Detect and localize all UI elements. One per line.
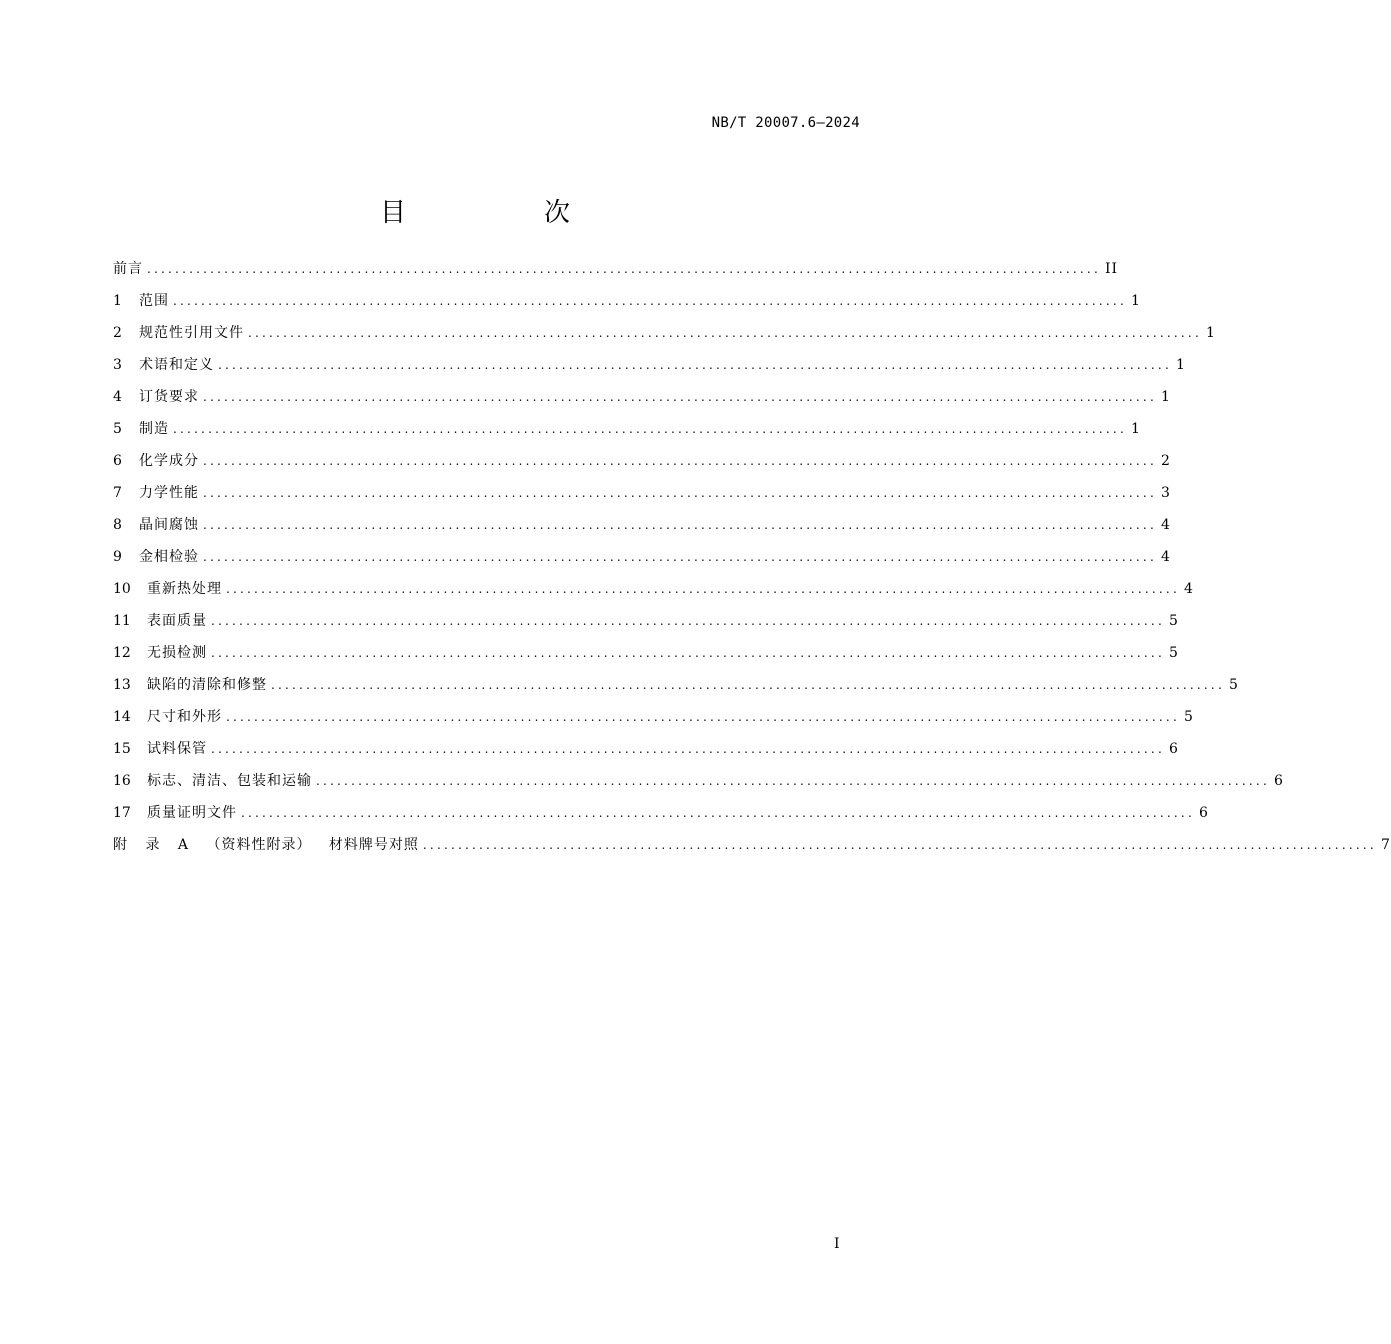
toc-entry-page: 5: [1184, 709, 1194, 725]
toc-entry-number: 3: [113, 357, 122, 373]
toc-entry-label: 无损检测: [147, 645, 207, 661]
toc-entry-number: 17: [113, 805, 131, 821]
toc-dot-leader: ........................................................................................................................................: [203, 518, 1157, 532]
toc-entry[interactable]: [113, 354, 1186, 386]
toc-dot-leader: ........................................................................................................................................: [173, 294, 1127, 308]
toc-entry-page: 1: [1161, 389, 1171, 405]
toc-entry-page: 5: [1169, 613, 1179, 629]
toc-dot-leader: ........................................................................................................................................: [226, 710, 1180, 724]
toc-dot-leader: ........................................................................................................................................: [203, 454, 1157, 468]
toc-entry[interactable]: [113, 642, 1179, 674]
toc-dot-leader: ........................................................................................................................................: [226, 582, 1180, 596]
toc-entry[interactable]: [113, 706, 1194, 738]
standard-code: NB/T 20007.6—2024: [711, 115, 860, 131]
toc-entry[interactable]: [113, 418, 1141, 450]
toc-entry-label: 缺陷的清除和修整: [147, 677, 267, 693]
toc-entry[interactable]: [113, 386, 1171, 418]
toc-entry-page: 1: [1206, 325, 1216, 341]
toc-entry-label: 化学成分: [139, 453, 199, 469]
toc-entry-label: 试料保管: [147, 741, 207, 757]
toc-entry-page: 6: [1199, 805, 1209, 821]
toc-entry[interactable]: [113, 450, 1171, 482]
toc-entry[interactable]: [113, 322, 1216, 354]
toc-entry-number: 8: [113, 517, 122, 533]
toc-entry-label: 前言: [113, 261, 143, 277]
toc-entry-label: 附 录 A （资料性附录） 材料牌号对照: [113, 837, 419, 853]
toc-entry-number: 14: [113, 709, 131, 725]
toc-entry-label: 力学性能: [139, 485, 199, 501]
toc-dot-leader: ........................................................................................................................................: [422, 838, 1377, 852]
page-number: I: [834, 1236, 840, 1252]
toc-title: 目 次: [379, 198, 626, 228]
toc-entry-number: 1: [113, 293, 122, 309]
toc-entry-label: 规范性引用文件: [139, 325, 244, 341]
toc-entry-number: 9: [113, 549, 122, 565]
toc-dot-leader: ........................................................................................................................................: [241, 806, 1195, 820]
toc-entry-label: 表面质量: [147, 613, 207, 629]
toc-entry[interactable]: [113, 482, 1171, 514]
toc-entry-label: 范围: [139, 293, 169, 309]
toc-dot-leader: ........................................................................................................................................: [211, 646, 1165, 660]
toc-entry[interactable]: [113, 514, 1171, 546]
toc-entry-page: 4: [1161, 549, 1171, 565]
toc-entry-label: 尺寸和外形: [147, 709, 222, 725]
toc-entry-number: 5: [113, 421, 122, 437]
toc-entry-label: 质量证明文件: [147, 805, 237, 821]
toc-entry-page: 7: [1380, 837, 1391, 853]
toc-entry-page: 3: [1161, 485, 1171, 501]
toc-entry[interactable]: [113, 770, 1284, 802]
toc-dot-leader: ........................................................................................................................................: [203, 390, 1157, 404]
toc-entry-page: 6: [1274, 773, 1284, 789]
toc-entry[interactable]: [113, 546, 1171, 578]
toc-entry-label: 金相检验: [139, 549, 199, 565]
toc-entry-label: 订货要求: [139, 389, 199, 405]
toc-entry-number: 7: [113, 485, 122, 501]
toc-entry[interactable]: [113, 610, 1179, 642]
toc-entry-number: 2: [113, 325, 122, 341]
toc-entry-page: 1: [1131, 421, 1141, 437]
toc-entry-label: 制造: [139, 421, 169, 437]
toc-entry[interactable]: [113, 290, 1141, 322]
toc-dot-leader: ........................................................................................................................................: [211, 742, 1165, 756]
toc-entry[interactable]: [113, 674, 1239, 706]
toc-entry-page: 5: [1229, 677, 1239, 693]
toc-entry-page: 6: [1169, 741, 1179, 757]
toc-entry-number: 13: [113, 677, 131, 693]
toc-dot-leader: ........................................................................................................................................: [147, 262, 1101, 276]
toc-entry-label: 晶间腐蚀: [139, 517, 199, 533]
toc-entry-page: 1: [1131, 293, 1141, 309]
toc-entry-number: 10: [113, 581, 131, 597]
toc-entry-page: 1: [1176, 357, 1186, 373]
toc-entry-page: 4: [1161, 517, 1171, 533]
toc-entry-page: II: [1104, 261, 1119, 277]
toc-dot-leader: ........................................................................................................................................: [218, 358, 1172, 372]
toc-entry-page: 5: [1169, 645, 1179, 661]
table-of-contents: [113, 258, 1391, 866]
toc-entry-number: 16: [113, 773, 131, 789]
toc-entry-label: 标志、清洁、包装和运输: [147, 773, 312, 789]
toc-entry[interactable]: [113, 578, 1194, 610]
toc-entry-label: 重新热处理: [147, 581, 222, 597]
toc-dot-leader: ........................................................................................................................................: [271, 678, 1225, 692]
toc-entry-label: 术语和定义: [139, 357, 214, 373]
toc-dot-leader: ........................................................................................................................................: [203, 550, 1157, 564]
toc-dot-leader: ........................................................................................................................................: [211, 614, 1165, 628]
toc-dot-leader: ........................................................................................................................................: [316, 774, 1270, 788]
toc-entry-number: 6: [113, 453, 122, 469]
toc-entry-number: 12: [113, 645, 131, 661]
toc-entry-page: 4: [1184, 581, 1194, 597]
toc-entry-number: 15: [113, 741, 131, 757]
toc-entry[interactable]: [113, 258, 1119, 290]
toc-dot-leader: ........................................................................................................................................: [203, 486, 1157, 500]
toc-entry-number: 4: [113, 389, 122, 405]
toc-entry[interactable]: [113, 802, 1209, 834]
toc-entry-appendix[interactable]: [113, 834, 1391, 866]
toc-entry[interactable]: [113, 738, 1179, 770]
toc-entry-number: 11: [113, 613, 131, 629]
toc-dot-leader: ........................................................................................................................................: [173, 422, 1127, 436]
toc-entry-page: 2: [1161, 453, 1171, 469]
toc-dot-leader: ........................................................................................................................................: [248, 326, 1202, 340]
